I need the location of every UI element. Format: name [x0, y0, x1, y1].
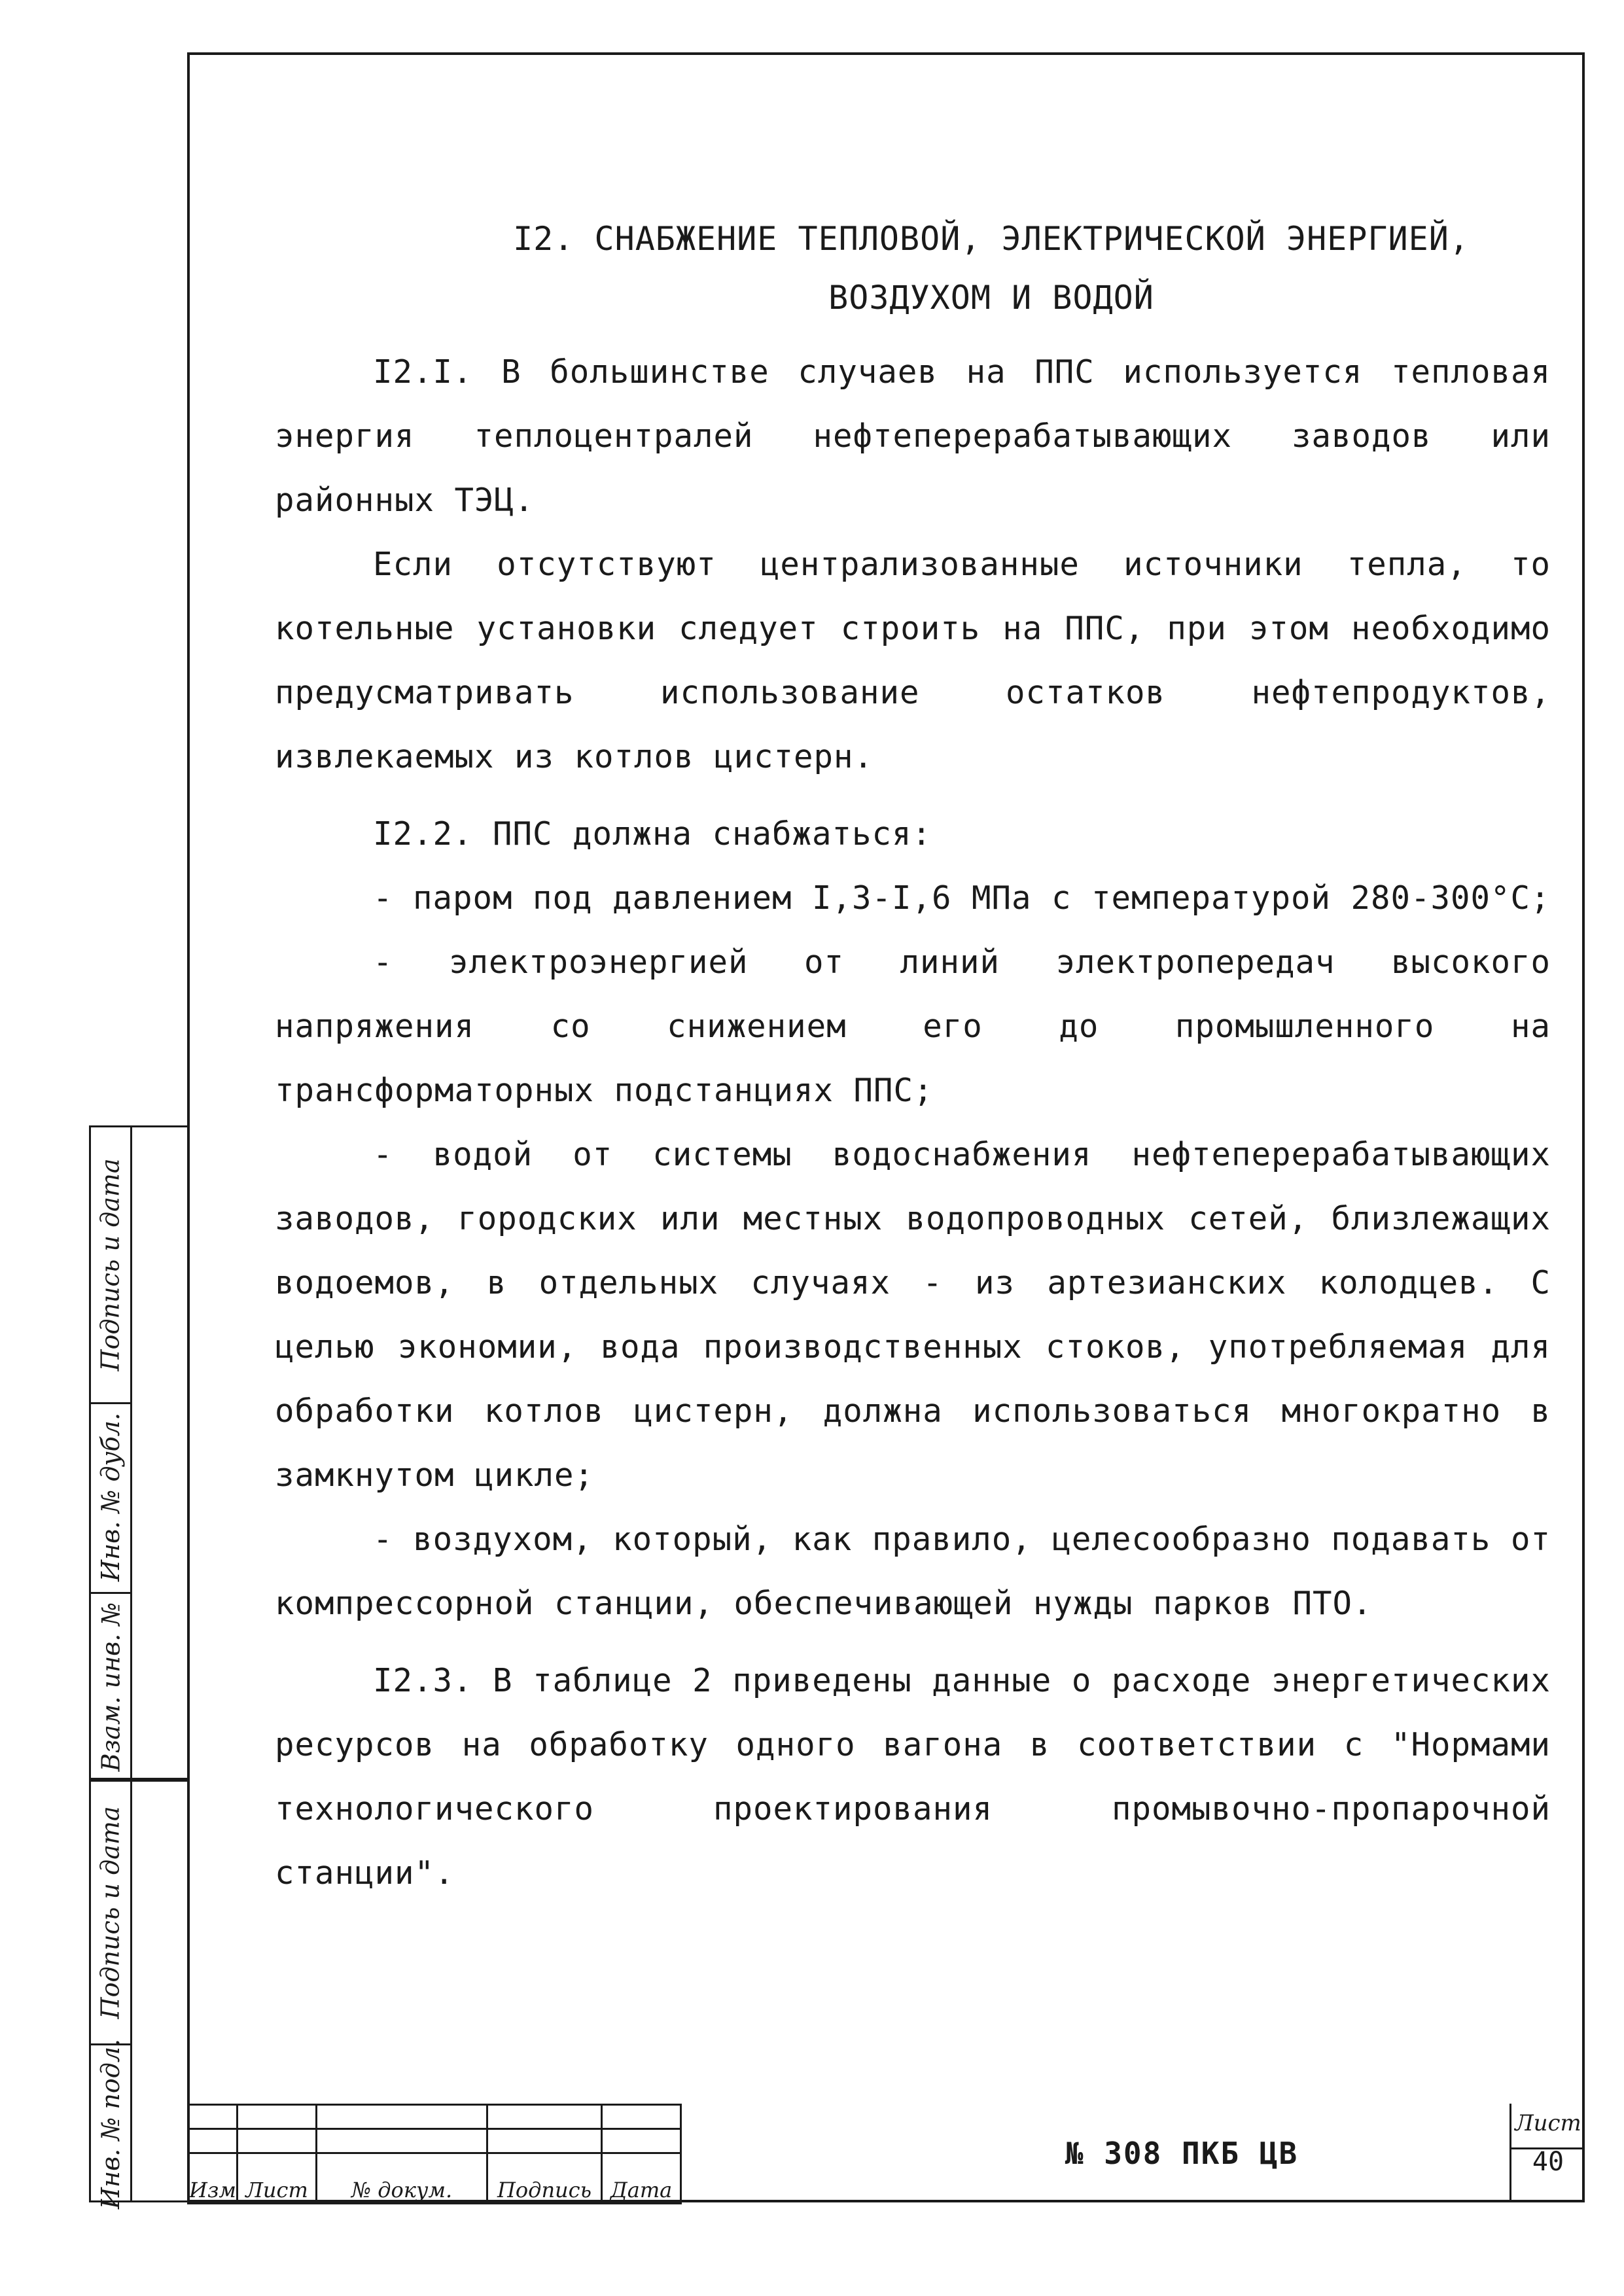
list-item-electricity: - электроэнергией от линий электропередач высокого напряжения со снижением его до промышленного на трансформаторных подстанциях ППС; [275, 944, 1551, 1109]
document-body [275, 209, 1551, 1905]
heading-line-2: ВОЗДУХОМ И ВОДОЙ [828, 279, 1154, 317]
list-item-air: - воздухом, который, как правило, целесообразно подавать от компрессорной станции, обеспечивающей нужды парков ПТО. [275, 1521, 1551, 1622]
stamp-cell-replacement-inv: Взам. инв. № [96, 1602, 125, 1772]
paragraph-heat-sources: Если отсутствуют централизованные источники тепла, то котельные установки следует строить на ППС, при этом необходимо предусматривать использование остатков нефтепродуктов, извлекаемых из котлов цистерн. [275, 546, 1551, 775]
column-label-signature: Подпись [487, 2153, 602, 2204]
list-item-water: - водой от системы водоснабжения нефтеперерабатывающих заводов, городских или местных водопроводных сетей, близлежащих водоемов, в отдельных случаях - из артезианских колодцев. С целью экономии, вода производственных стоков, употребляемая для обработки котлов цистерн, должна использоваться многократно в замкнутом цикле; [275, 1136, 1551, 1494]
section-heading [275, 209, 1551, 327]
paragraph-12-1: I2.I. В большинстве случаев на ППС используется тепловая энергия теплоцентралей нефтеперерабатывающих заводов или районных ТЭЦ. [275, 353, 1551, 519]
stamp-cell-signature-date-2: Подпись и дата [96, 1806, 126, 2019]
side-stamp-upper [89, 1125, 187, 1780]
heading-line-1: I2. СНАБЖЕНИЕ ТЕПЛОВОЙ, ЭЛЕКТРИЧЕСКОЙ ЭНЕРГИЕЙ, [513, 220, 1470, 258]
stamp-cell-duplicate-inv: Инв. № дубл. [96, 1412, 126, 1582]
stamp-cell-original-inv: Инв. № подл. [96, 2038, 126, 2210]
sheet-number-box [1509, 2104, 1585, 2202]
side-stamp-lower [89, 1780, 187, 2210]
title-block [187, 2104, 1585, 2202]
document-number: № 308 ПКБ ЦВ [1065, 2135, 1299, 2171]
revision-table [187, 2104, 682, 2204]
stamp-cell-signature-date: Подпись и дата [96, 1158, 126, 1371]
column-label-change: Изм [188, 2153, 238, 2204]
list-item-steam: - паром под давлением I,3-I,6 МПа с температурой 280-300°С; [373, 879, 1551, 917]
column-label-date: Дата [602, 2153, 681, 2204]
paragraph-12-3: I2.3. В таблице 2 приведены данные о расходе энергетических ресурсов на обработку одного вагона в соответствии с "Нормами технологического проектирования промывочно-пропарочной станции". [275, 1662, 1551, 1892]
sheet-number: 40 [1532, 2147, 1564, 2177]
sheet-label: Лист [1511, 2110, 1585, 2149]
column-label-sheet: Лист [238, 2153, 317, 2204]
paragraph-12-2: I2.2. ППС должна снабжаться: [373, 815, 932, 853]
column-label-doc-no: № докум. [317, 2153, 487, 2204]
